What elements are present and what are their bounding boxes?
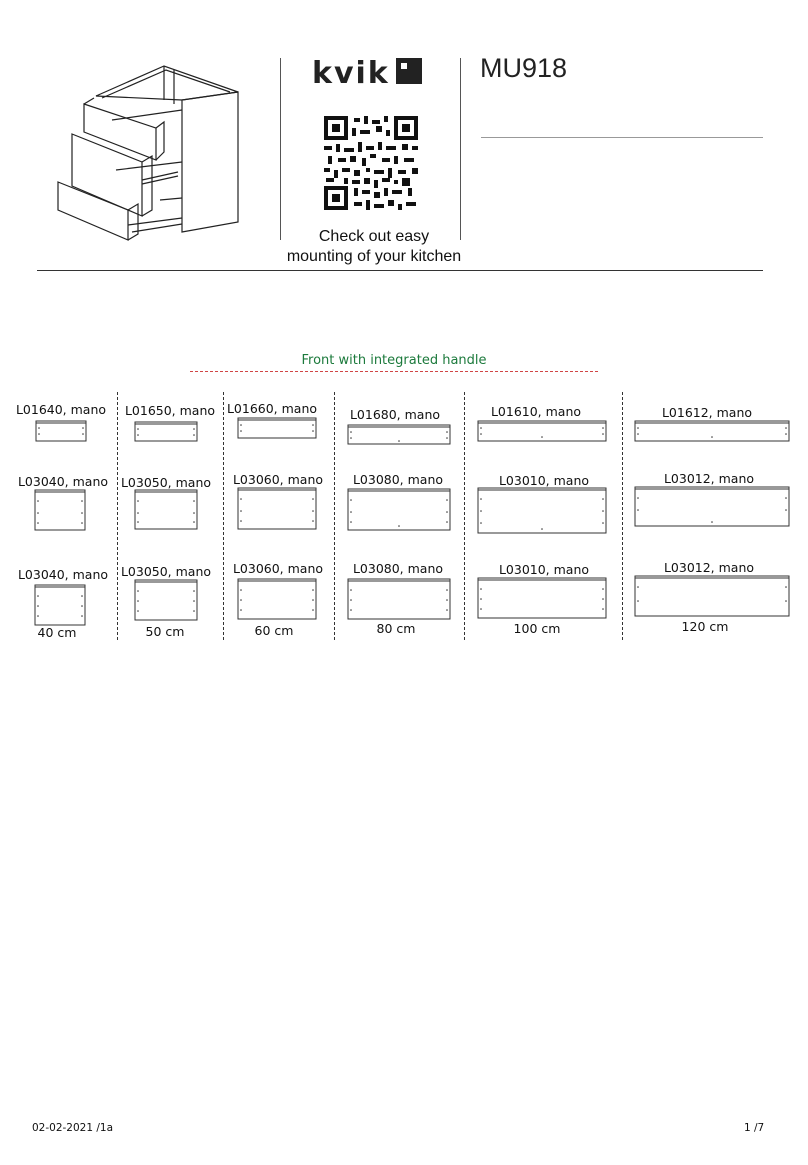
front-panel-drawing	[34, 489, 86, 531]
front-panel-drawing	[634, 575, 790, 617]
front-panel-drawing	[477, 487, 607, 534]
section-title-underline	[190, 371, 598, 372]
width-label: 50 cm	[145, 624, 185, 639]
column-divider	[117, 392, 118, 640]
header-divider-left	[280, 58, 281, 240]
front-label: L03050, mano	[120, 475, 212, 490]
front-panel-drawing	[237, 578, 317, 620]
model-code: MU918	[480, 53, 568, 83]
front-panel-drawing	[237, 487, 317, 530]
front-label: L01612, mano	[661, 405, 753, 420]
front-label: L03012, mano	[663, 560, 755, 575]
header-rule	[37, 270, 763, 271]
brand-logo-mark	[396, 58, 422, 84]
qr-caption-line-2: mounting of your kitchen	[286, 248, 462, 265]
front-label: L03012, mano	[663, 471, 755, 486]
width-label: 60 cm	[254, 623, 294, 638]
model-underline	[481, 137, 763, 138]
column-divider	[464, 392, 465, 640]
header-divider-right	[460, 58, 461, 240]
front-label: L03080, mano	[352, 561, 444, 576]
front-label: L03010, mano	[498, 473, 590, 488]
cabinet-drawing	[52, 60, 244, 246]
front-label: L03060, mano	[232, 561, 324, 576]
front-label: L01610, mano	[490, 404, 582, 419]
front-label: L03080, mano	[352, 472, 444, 487]
section-title: Front with integrated handle	[301, 353, 487, 368]
front-panel-drawing	[347, 424, 451, 445]
column-divider	[223, 392, 224, 640]
front-panel-drawing	[34, 584, 86, 626]
qr-caption-line-1: Check out easy	[318, 228, 430, 245]
front-panel-drawing	[237, 417, 317, 439]
column-divider	[622, 392, 623, 640]
front-label: L01680, mano	[349, 407, 441, 422]
column-divider	[334, 392, 335, 640]
front-panel-drawing	[347, 578, 451, 620]
width-label: 100 cm	[513, 621, 561, 636]
footer-page-number: 1 /7	[744, 1122, 765, 1134]
front-label: L01660, mano	[226, 401, 318, 416]
front-panel-drawing	[134, 579, 198, 621]
width-label: 40 cm	[37, 625, 77, 640]
front-label: L03010, mano	[498, 562, 590, 577]
front-panel-drawing	[134, 421, 198, 442]
front-label: L03040, mano	[17, 474, 109, 489]
front-panel-drawing	[35, 420, 87, 442]
front-panel-drawing	[134, 489, 198, 530]
front-label: L03060, mano	[232, 472, 324, 487]
front-label: L01650, mano	[124, 403, 216, 418]
front-panel-drawing	[477, 577, 607, 619]
front-panel-drawing	[477, 420, 607, 442]
width-label: 120 cm	[681, 619, 729, 634]
front-panel-drawing	[347, 488, 451, 531]
width-label: 80 cm	[376, 621, 416, 636]
front-label: L01640, mano	[15, 402, 107, 417]
footer-date-revision: 02-02-2021 /1a	[32, 1122, 114, 1134]
front-label: L03040, mano	[17, 567, 109, 582]
brand-logo-text: kvik	[312, 56, 390, 91]
front-label: L03050, mano	[120, 564, 212, 579]
qr-code[interactable]	[324, 116, 418, 210]
front-panel-drawing	[634, 420, 790, 442]
front-panel-drawing	[634, 486, 790, 527]
